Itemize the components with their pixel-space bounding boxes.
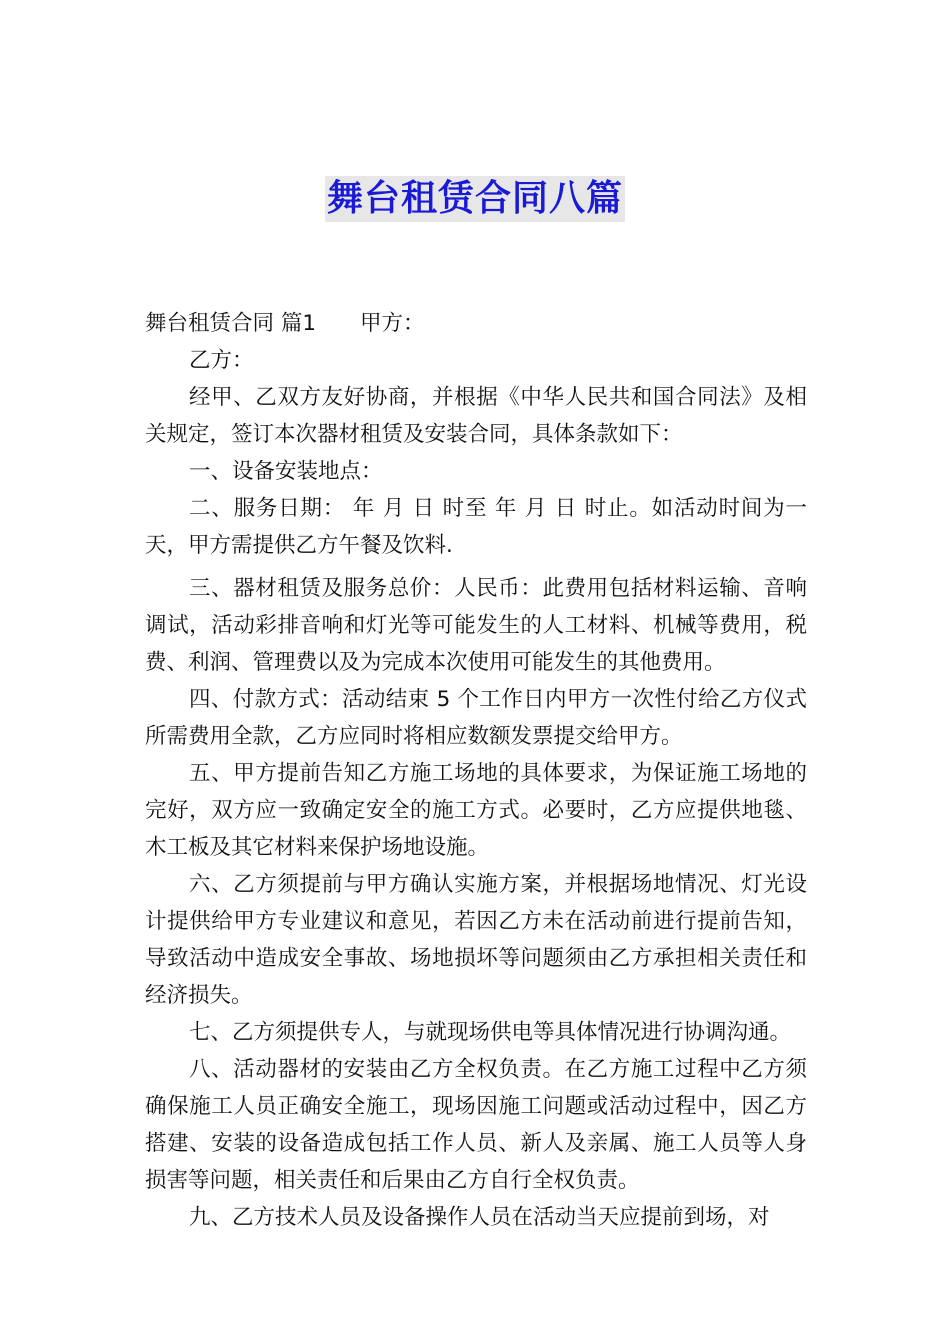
- section-heading: 舞台租赁合同 篇1: [145, 311, 317, 336]
- paragraph-clause-3: 三、器材租赁及服务总价：人民币：此费用包括材料运输、音响调试，活动彩排音响和灯光等可能发生的人工材料、机械等费用，税费、利润、管理费以及为完成本次使用可能发生的其他费用。: [145, 576, 807, 675]
- paragraph-clause-6: 六、乙方须提前与甲方确认实施方案，并根据场地情况、灯光设计提供给甲方专业建议和意见，若因乙方未在活动前进行提前告知，导致活动中造成安全事故、场地损坏等问题须由乙方承担相关责任和经济损失。: [145, 872, 807, 1008]
- document-body: [145, 305, 807, 1236]
- paragraph-clause-9: 九、乙方技术人员及设备操作人员在活动当天应提前到场，对: [189, 1205, 770, 1230]
- title-container: [0, 176, 950, 222]
- party-a-label: 甲方：: [360, 311, 425, 336]
- paragraph-clause-8: 八、活动器材的安装由乙方全权负责。在乙方施工过程中乙方须确保施工人员正确安全施工，现场因施工问题或活动过程中，因乙方搭建、安装的设备造成包括工作人员、新人及亲属、施工人员等人身损害等问题，相关责任和后果由乙方自行全权负责。: [145, 1057, 807, 1193]
- paragraph-clause-5: 五、甲方提前告知乙方施工场地的具体要求，为保证施工场地的完好，双方应一致确定安全的施工方式。必要时，乙方应提供地毯、木工板及其它材料来保护场地设施。: [145, 761, 807, 860]
- document-title: 舞台租赁合同八篇: [325, 176, 625, 222]
- paragraph-clause-2: 二、服务日期： 年 月 日 时至 年 月 日 时止。如活动时间为一天，甲方需提供乙方午餐及饮料.: [145, 496, 807, 558]
- paragraph-clause-7: 七、乙方须提供专人，与就现场供电等具体情况进行协调沟通。: [189, 1020, 792, 1045]
- paragraph-clause-4: 四、付款方式：活动结束 5 个工作日内甲方一次性付给乙方仪式所需费用全款，乙方应同时将相应数额发票提交给甲方。: [145, 687, 807, 749]
- paragraph-clause-1: 一、设备安装地点：: [189, 459, 383, 484]
- paragraph-party-b: 乙方：: [189, 348, 254, 373]
- section-heading-line: [145, 305, 807, 342]
- paragraph-intro: 经甲、乙双方友好协商，并根据《中华人民共和国合同法》及相关规定，签订本次器材租赁及安装合同，具体条款如下：: [145, 385, 807, 447]
